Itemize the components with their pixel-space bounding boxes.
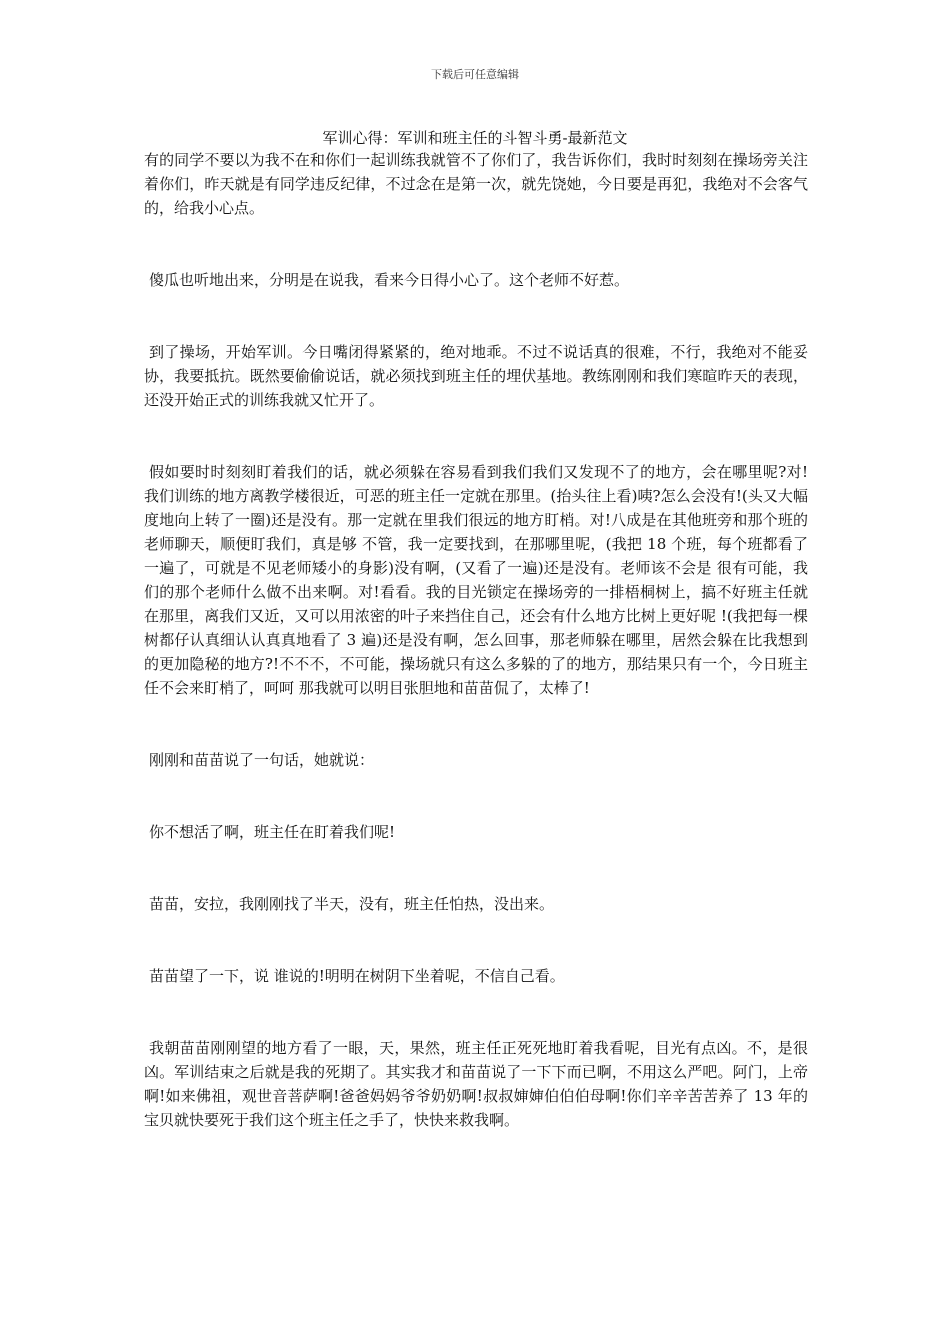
document-body	[144, 148, 808, 1180]
paragraph-1: 有的同学不要以为我不在和你们一起训练我就管不了你们了，我告诉你们，我时时刻刻在操场旁关注着你们，昨天就是有同学违反纪律，不过念在是第一次，就先饶她，今日要是再犯，我绝对不会客气的，给我小心点。	[144, 151, 808, 217]
paragraph-7: 苗苗，安拉，我刚刚找了半天，没有，班主任怕热，没出来。	[149, 895, 555, 913]
document-title: 军训心得：军训和班主任的斗智斗勇-最新范文	[322, 129, 628, 147]
paragraph-6: 你不想活了啊，班主任在盯着我们呢!	[149, 823, 396, 841]
paragraph-3: 到了操场，开始军训。今日嘴闭得紧紧的，绝对地乖。不过不说话真的很难，不行，我绝对不能妥协，我要抵抗。既然要偷偷说话，就必须找到班主任的埋伏基地。教练刚刚和我们寒暄昨天的表现，还没开始正式的训练我就又忙开了。	[144, 343, 808, 409]
paragraph-2: 傻瓜也听地出来，分明是在说我，看来今日得小心了。这个老师不好惹。	[149, 271, 630, 289]
paragraph-9: 我朝苗苗刚刚望的地方看了一眼，天，果然，班主任正死死地盯着我看呢，目光有点凶。不，是很凶。军训结束之后就是我的死期了。其实我才和苗苗说了一下下而已啊，不用这么严吧。阿门，上帝啊!如来佛祖，观世音菩萨啊!爸爸妈妈爷爷奶奶啊!叔叔婶婶伯伯伯母啊!你们辛辛苦苦养了 13 年的宝贝就快要死于我们这个班主任之手了，快快来救我啊。	[144, 1039, 808, 1129]
header-note: 下载后可任意编辑	[431, 68, 519, 81]
paragraph-4: 假如要时时刻刻盯着我们的话，就必须躲在容易看到我们我们又发现不了的地方，会在哪里呢?对!我们训练的地方离教学楼很近，可恶的班主任一定就在那里。(抬头往上看)咦?怎么会没有!(头又大幅度地向上转了一圈)还是没有。那一定就在里我们很远的地方盯梢。对!八成是在其他班旁和那个班的老师聊天，顺便盯我们，真是够 不管，我一定要找到，在那哪里呢，(我把 18 个班，每个班都看了一遍了，可就是不见老师矮小的身影)没有啊，(又看了一遍)还是没有。老师该不会是 很有可能，我们的那个老师什么做不出来啊。对!看看。我的目光锁定在操场旁的一排梧桐树上，搞不好班主任就在那里，离我们又近，又可以用浓密的叶子来挡住自己，还会有什么地方比树上更好呢 !(我把每一棵树都仔认真细认认真真地看了 3 遍)还是没有啊，怎么回事，那老师躲在哪里，居然会躲在比我想到的更加隐秘的地方?!不不不，不可能，操场就只有这么多躲的了的地方，那结果只有一个，今日班主任不会来盯梢了，呵呵 那我就可以明目张胆地和苗苗侃了，太棒了!	[144, 463, 808, 697]
paragraph-5: 刚刚和苗苗说了一句话，她就说：	[149, 751, 375, 769]
paragraph-8: 苗苗望了一下，说 谁说的!明明在树阴下坐着呢，不信自己看。	[149, 967, 565, 985]
